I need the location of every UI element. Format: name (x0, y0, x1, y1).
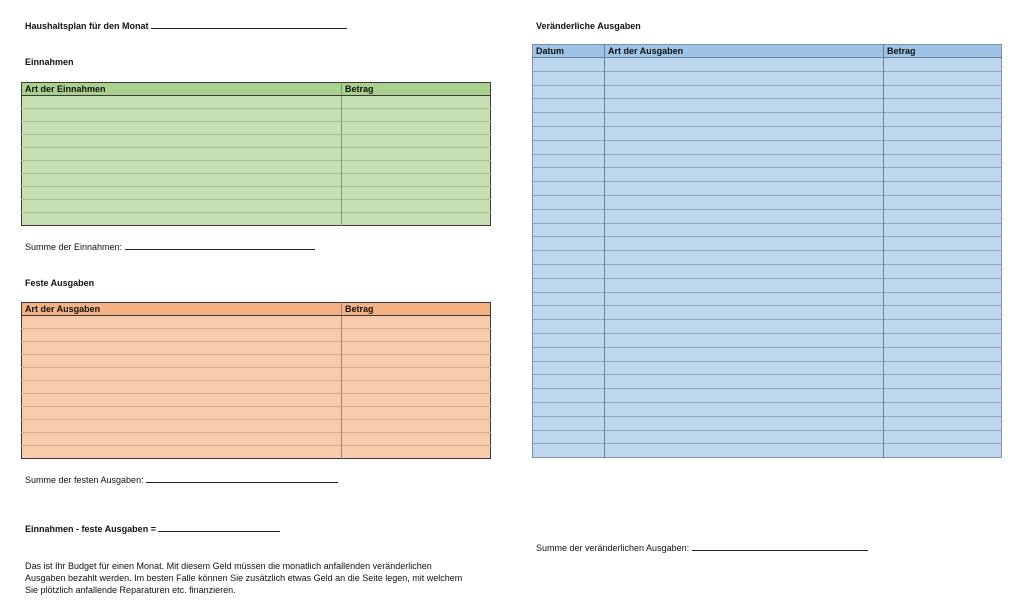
income-section-title: Einnahmen (25, 57, 74, 67)
table-cell[interactable] (605, 292, 884, 306)
table-cell[interactable] (605, 251, 884, 265)
table-cell[interactable] (533, 168, 605, 182)
income-sum-blank[interactable] (125, 240, 315, 250)
table-cell[interactable] (342, 122, 491, 135)
table-cell[interactable] (884, 430, 1002, 444)
table-cell[interactable] (533, 99, 605, 113)
variable-sum-blank[interactable] (692, 541, 868, 551)
table-cell[interactable] (884, 113, 1002, 127)
table-cell[interactable] (884, 333, 1002, 347)
fixed-section-title: Feste Ausgaben (25, 278, 95, 288)
table-cell[interactable] (605, 306, 884, 320)
table-cell[interactable] (884, 306, 1002, 320)
table-cell[interactable] (342, 368, 491, 381)
table-cell[interactable] (22, 109, 342, 122)
table-cell[interactable] (533, 58, 605, 72)
table-cell[interactable] (22, 316, 342, 329)
table-cell[interactable] (533, 389, 605, 403)
table-cell[interactable] (342, 200, 491, 213)
table-cell[interactable] (884, 416, 1002, 430)
table-row (22, 174, 491, 187)
table-row (22, 161, 491, 174)
table-row (22, 213, 491, 226)
table-cell[interactable] (884, 264, 1002, 278)
table-cell[interactable] (22, 407, 342, 420)
table-cell[interactable] (22, 329, 342, 342)
table-row (533, 237, 1002, 251)
table-cell[interactable] (533, 333, 605, 347)
table-cell[interactable] (22, 174, 342, 187)
table-cell[interactable] (605, 99, 884, 113)
table-cell[interactable] (342, 342, 491, 355)
table-cell[interactable] (884, 237, 1002, 251)
table-cell[interactable] (533, 375, 605, 389)
table-cell[interactable] (22, 420, 342, 433)
table-cell[interactable] (884, 292, 1002, 306)
table-row (533, 251, 1002, 265)
table-row (22, 329, 491, 342)
table-cell[interactable] (884, 195, 1002, 209)
table-cell[interactable] (884, 320, 1002, 334)
table-cell[interactable] (884, 168, 1002, 182)
table-cell[interactable] (342, 420, 491, 433)
table-cell[interactable] (884, 361, 1002, 375)
table-cell[interactable] (884, 347, 1002, 361)
table-row (22, 355, 491, 368)
table-row (533, 154, 1002, 168)
table-cell[interactable] (605, 195, 884, 209)
table-cell[interactable] (605, 361, 884, 375)
fixed-sum: Summe der festen Ausgaben: (25, 473, 338, 486)
income-sum: Summe der Einnahmen: (25, 240, 315, 253)
table-row (533, 306, 1002, 320)
table-cell[interactable] (22, 213, 342, 226)
table-row (533, 113, 1002, 127)
table-cell[interactable] (605, 264, 884, 278)
table-row (533, 264, 1002, 278)
table-row (533, 333, 1002, 347)
income-header-row (22, 83, 491, 96)
table-cell[interactable] (605, 154, 884, 168)
table-row (533, 320, 1002, 334)
variable-header-row (533, 45, 1002, 58)
table-row (22, 342, 491, 355)
table-row (533, 85, 1002, 99)
table-row (22, 316, 491, 329)
table-row (533, 389, 1002, 403)
note-line-3: Sie plötzlich anfallende Reparaturen etc. finanzieren. (25, 585, 236, 595)
table-cell[interactable] (342, 355, 491, 368)
table-cell[interactable] (22, 187, 342, 200)
table-cell[interactable] (533, 126, 605, 140)
table-cell[interactable] (884, 444, 1002, 458)
table-cell[interactable] (605, 237, 884, 251)
table-row (533, 375, 1002, 389)
table-cell[interactable] (342, 109, 491, 122)
table-row (533, 292, 1002, 306)
table-cell[interactable] (533, 361, 605, 375)
table-row (533, 58, 1002, 72)
variable-col-type: Art der Ausgaben (605, 45, 884, 58)
table-cell[interactable] (605, 209, 884, 223)
table-cell[interactable] (342, 135, 491, 148)
income-col-amount: Betrag (342, 83, 491, 96)
fixed-col-amount: Betrag (342, 303, 491, 316)
note-line-1: Das ist Ihr Budget für einen Monat. Mit diesem Geld müssen die monatlich anfallenden veränderlichen (25, 561, 432, 571)
table-cell[interactable] (533, 140, 605, 154)
table-cell[interactable] (884, 85, 1002, 99)
table-cell[interactable] (342, 329, 491, 342)
table-cell[interactable] (605, 182, 884, 196)
table-row (533, 347, 1002, 361)
table-cell[interactable] (605, 113, 884, 127)
table-cell[interactable] (533, 237, 605, 251)
table-row (533, 278, 1002, 292)
variable-col-date: Datum (533, 45, 605, 58)
table-cell[interactable] (533, 195, 605, 209)
table-cell[interactable] (533, 444, 605, 458)
table-cell[interactable] (533, 264, 605, 278)
table-cell[interactable] (22, 355, 342, 368)
table-cell[interactable] (533, 71, 605, 85)
table-cell[interactable] (342, 161, 491, 174)
table-cell[interactable] (533, 154, 605, 168)
table-row (22, 420, 491, 433)
table-cell[interactable] (533, 113, 605, 127)
table-cell[interactable] (605, 140, 884, 154)
fixed-col-type: Art der Ausgaben (22, 303, 342, 316)
table-row (533, 71, 1002, 85)
table-cell[interactable] (533, 209, 605, 223)
table-row (22, 109, 491, 122)
balance-line: Einnahmen - feste Ausgaben = (25, 522, 280, 535)
table-cell[interactable] (605, 402, 884, 416)
table-cell[interactable] (605, 320, 884, 334)
table-cell[interactable] (605, 85, 884, 99)
month-blank-line[interactable] (151, 19, 347, 29)
table-cell[interactable] (884, 154, 1002, 168)
table-cell[interactable] (22, 200, 342, 213)
table-cell[interactable] (884, 223, 1002, 237)
table-cell[interactable] (533, 182, 605, 196)
variable-sum: Summe der veränderlichen Ausgaben: (536, 541, 868, 554)
table-cell[interactable] (342, 446, 491, 459)
balance-blank[interactable] (158, 522, 280, 532)
table-cell[interactable] (605, 444, 884, 458)
table-cell[interactable] (22, 368, 342, 381)
page-title: Haushaltsplan für den Monat (25, 19, 347, 32)
table-cell[interactable] (605, 430, 884, 444)
table-row (22, 187, 491, 200)
table-cell[interactable] (533, 320, 605, 334)
table-row (533, 99, 1002, 113)
table-row (22, 381, 491, 394)
fixed-expenses-table (21, 302, 491, 459)
table-cell[interactable] (605, 416, 884, 430)
table-cell[interactable] (342, 96, 491, 109)
table-cell[interactable] (533, 223, 605, 237)
table-row (22, 122, 491, 135)
table-cell[interactable] (605, 347, 884, 361)
table-row (533, 182, 1002, 196)
table-row (533, 223, 1002, 237)
table-row (22, 135, 491, 148)
table-cell[interactable] (884, 402, 1002, 416)
table-cell[interactable] (884, 389, 1002, 403)
table-row (22, 433, 491, 446)
table-cell[interactable] (22, 161, 342, 174)
table-cell[interactable] (605, 58, 884, 72)
table-row (22, 446, 491, 459)
table-cell[interactable] (22, 342, 342, 355)
fixed-header-row (22, 303, 491, 316)
table-cell[interactable] (342, 187, 491, 200)
table-row (533, 209, 1002, 223)
table-row (22, 368, 491, 381)
table-row (533, 195, 1002, 209)
table-cell[interactable] (342, 213, 491, 226)
table-row (533, 444, 1002, 458)
table-cell[interactable] (22, 148, 342, 161)
table-row (533, 140, 1002, 154)
table-cell[interactable] (605, 168, 884, 182)
table-cell[interactable] (884, 71, 1002, 85)
variable-col-amount: Betrag (884, 45, 1002, 58)
table-row (533, 126, 1002, 140)
table-cell[interactable] (342, 316, 491, 329)
table-row (22, 407, 491, 420)
table-cell[interactable] (533, 292, 605, 306)
table-cell[interactable] (605, 389, 884, 403)
table-cell[interactable] (884, 278, 1002, 292)
table-cell[interactable] (22, 135, 342, 148)
variable-expenses-table (532, 44, 1002, 458)
table-cell[interactable] (533, 85, 605, 99)
table-cell[interactable] (342, 174, 491, 187)
table-cell[interactable] (533, 416, 605, 430)
table-cell[interactable] (22, 381, 342, 394)
table-cell[interactable] (533, 306, 605, 320)
table-cell[interactable] (22, 446, 342, 459)
table-row (533, 416, 1002, 430)
table-cell[interactable] (533, 251, 605, 265)
table-cell[interactable] (605, 375, 884, 389)
table-cell[interactable] (884, 209, 1002, 223)
table-cell[interactable] (884, 99, 1002, 113)
table-cell[interactable] (605, 333, 884, 347)
table-cell[interactable] (342, 394, 491, 407)
table-row (533, 168, 1002, 182)
table-cell[interactable] (533, 402, 605, 416)
table-row (533, 361, 1002, 375)
table-cell[interactable] (605, 126, 884, 140)
table-cell[interactable] (342, 148, 491, 161)
table-cell[interactable] (533, 278, 605, 292)
table-cell[interactable] (533, 430, 605, 444)
table-cell[interactable] (605, 71, 884, 85)
table-cell[interactable] (22, 122, 342, 135)
table-cell[interactable] (884, 251, 1002, 265)
income-table (21, 82, 491, 226)
table-row (533, 430, 1002, 444)
table-cell[interactable] (884, 126, 1002, 140)
table-cell[interactable] (884, 182, 1002, 196)
table-cell[interactable] (533, 347, 605, 361)
table-cell[interactable] (342, 433, 491, 446)
table-cell[interactable] (884, 140, 1002, 154)
table-cell[interactable] (342, 381, 491, 394)
table-row (22, 200, 491, 213)
variable-section-title: Veränderliche Ausgaben (536, 21, 641, 31)
table-cell[interactable] (342, 407, 491, 420)
table-row (533, 402, 1002, 416)
table-cell[interactable] (22, 394, 342, 407)
table-cell[interactable] (884, 58, 1002, 72)
table-cell[interactable] (22, 96, 342, 109)
table-cell[interactable] (22, 433, 342, 446)
note-line-2: Ausgaben bezahlt werden. Im besten Falle können Sie zusätzlich etwas Geld an die Seite legen, mit welchem (25, 573, 463, 583)
table-row (22, 394, 491, 407)
table-row (22, 96, 491, 109)
table-row (22, 148, 491, 161)
income-col-type: Art der Einnahmen (22, 83, 342, 96)
table-cell[interactable] (605, 223, 884, 237)
fixed-sum-blank[interactable] (146, 473, 338, 483)
table-cell[interactable] (605, 278, 884, 292)
table-cell[interactable] (884, 375, 1002, 389)
